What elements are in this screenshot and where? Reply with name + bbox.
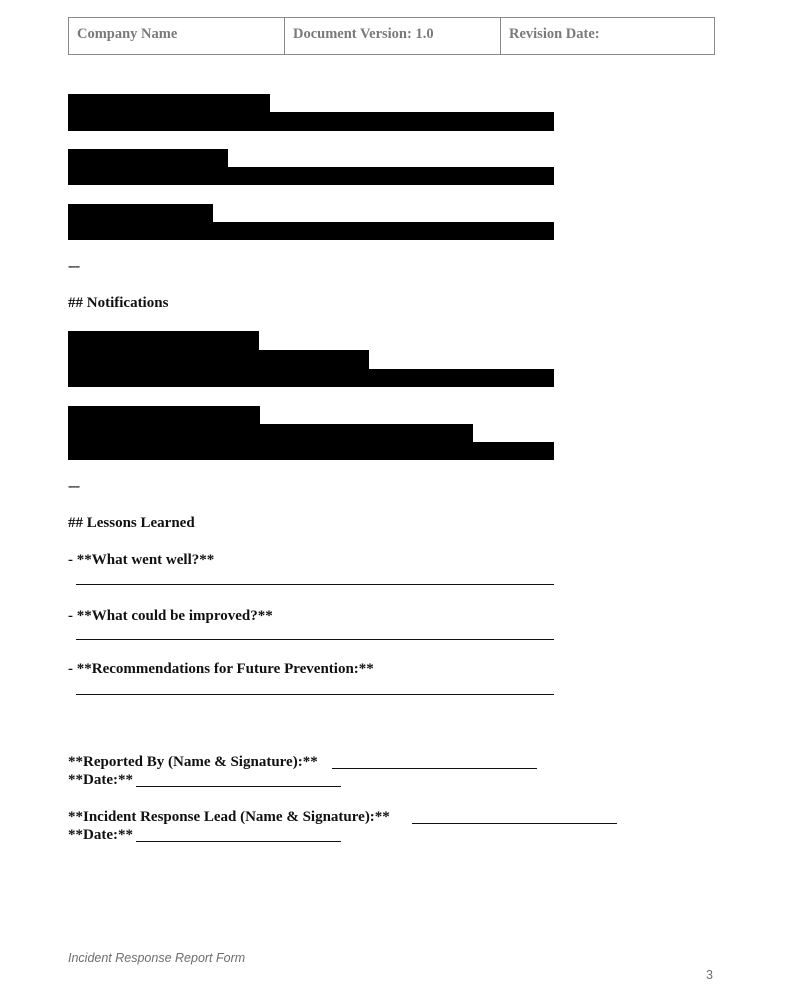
redaction-bar: [68, 442, 554, 460]
date-label: **Date:**: [68, 772, 133, 788]
recommendations-label: - **Recommendations for Future Prevention:**: [68, 661, 374, 677]
what-went-well-label: - **What went well?**: [68, 552, 215, 568]
revision-date-cell: Revision Date:: [509, 26, 600, 42]
company-name-cell: Company Name: [69, 18, 285, 54]
recommendations-field[interactable]: [76, 694, 554, 695]
redaction-bar: [68, 167, 554, 185]
section-divider: ---: [68, 479, 79, 494]
footer-document-title: Incident Response Report Form: [68, 951, 246, 965]
section-divider: ---: [68, 259, 79, 274]
redaction-bar: [68, 369, 554, 387]
header-table: [68, 17, 715, 55]
redaction-bar: [68, 112, 554, 131]
lead-date-field[interactable]: [136, 841, 341, 842]
lessons-learned-heading: ## Lessons Learned: [68, 515, 195, 531]
date-label: **Date:**: [68, 827, 133, 843]
incident-lead-signature-field[interactable]: [412, 823, 617, 824]
incident-lead-label: **Incident Response Lead (Name & Signature):**: [68, 809, 390, 825]
reported-date-field[interactable]: [136, 786, 341, 787]
document-version-cell: Document Version: 1.0: [285, 18, 501, 54]
notifications-heading: ## Notifications: [68, 295, 169, 311]
reported-by-signature-field[interactable]: [332, 768, 537, 769]
redaction-bar: [68, 222, 554, 240]
what-could-be-improved-field[interactable]: [76, 639, 554, 640]
reported-by-label: **Reported By (Name & Signature):**: [68, 754, 318, 770]
what-could-be-improved-label: - **What could be improved?**: [68, 608, 273, 624]
page-number: 3: [706, 968, 713, 982]
what-went-well-field[interactable]: [76, 584, 554, 585]
